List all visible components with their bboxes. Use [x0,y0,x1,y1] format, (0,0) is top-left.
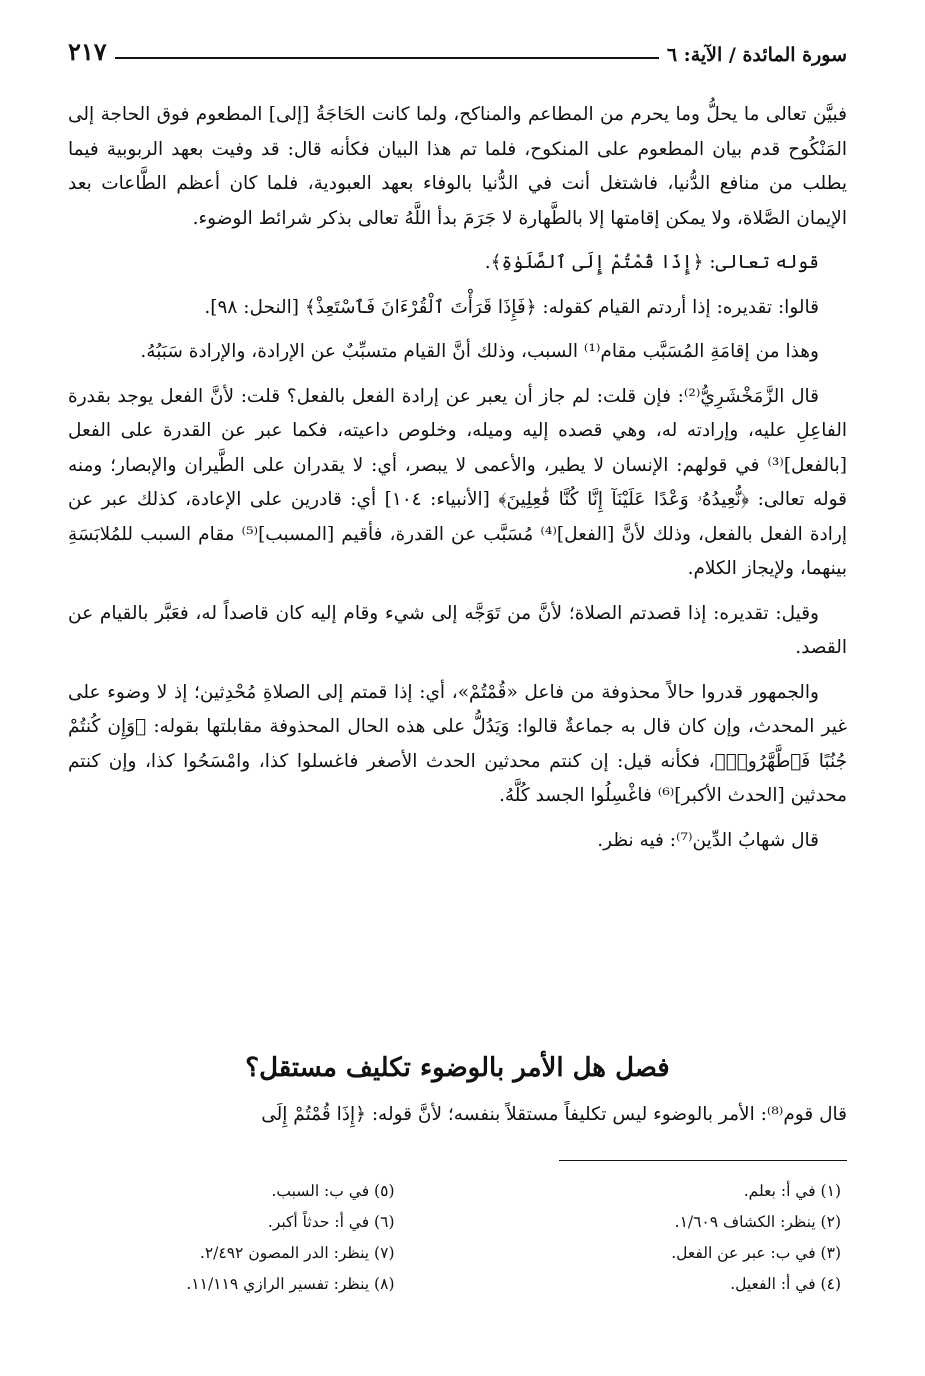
main-text [68,98,847,868]
footnote-separator [559,1160,847,1161]
footnote: (٨) ينظر: تفسير الرازي ١١/١١٩. [186,1275,395,1293]
header-rule [115,57,659,59]
paragraph: والجمهور قدروا حالاً محذوفة من فاعل «قُمْتُمْ»، أي: إذا قمتم إلى الصلاةِ مُحْدِثين؛ إذ لا وضوء على غير المحدث، وإن كان قال به جماعةٌ قالوا: وَيَدُلُّ على هذه الحال المحذوفة مقابلتها بقوله: ﴿وَإِن كُنتُمْ جُنُبًا فَٱطَّهَّرُوا۟﴾، فكأنه قيل: إن كنتم محدثين الحدث الأصغر فاغسلوا كذا، وامْسَحُوا كذا، وإن كنتم محدثين [الحدث الأكبر]⁽⁶⁾ فاغْسِلُوا الجسد كُلَّهُ. [68,681,847,806]
paragraph: فبيَّن تعالى ما يحلُّ وما يحرم من المطاعم والمناكح، ولما كانت الحَاجَةُ [إلى] المطعوم فوق الحاجة إلى المَنْكُوح قدم بيان المطعوم على المنكوح، فلما تم هذا البيان فكأنه قال: قد وفيت بعهد الربوبية فيما يطلب من منافع الدُّنيا، فاشتغل أنت في الدُّنيا بالوفاء بعهد العبودية، فلما كان أعظم الطَّاعات بعد الإيمان الصَّلاة، ولا يمكن إقامتها إلا بالطَّهارة لا جَرَمَ بدأ اللَّهُ تعالى بذكر شرائط الوضوء. [68,104,847,229]
footnotes-column-left [68,1176,515,1300]
paragraph: وقيل: تقديره: إذا قصدتم الصلاة؛ لأنَّ من تَوَجَّه إلى شيء وقام إليه كان قاصداً له، فعَبَّر بالقيام عن القصد. [68,602,847,658]
section-heading: فصل هل الأمر بالوضوء تكليف مستقل؟ [245,1053,670,1083]
paragraph: وهذا من إقامَةِ المُسَبَّب مقام⁽¹⁾ السبب، وذلك أنَّ القيام متسبِّبٌ عن الإرادة، والإرادة سَبَبُهُ. [140,341,819,362]
footnote: (٤) في أ: الفعيل. [730,1275,841,1293]
footnote: (٣) في ب: عبر عن الفعل. [671,1244,841,1262]
section-first-line: قال قوم⁽⁸⁾: الأمر بالوضوء ليس تكليفاً مستقلاً بنفسه؛ لأنَّ قوله: ﴿إِذَا قُمْتُمْ إِلَى [261,1104,847,1125]
footnote: (٧) ينظر: الدر المصون ٢/٤٩٢. [199,1244,395,1262]
paragraph: قوله تعالى: ﴿إِذَا قُمْتُمْ إِلَى ٱلصَّلَوٰةِ﴾. [484,252,819,273]
paragraph: قالوا: تقديره: إذا أردتم القيام كقوله: ﴿فَإِذَا قَرَأْتَ ٱلْقُرْءَانَ فَٱسْتَعِذْ﴾ [النحل: ٩٨]. [204,296,819,318]
chapter-title: سورة المائدة / الآية: ٦ [666,44,847,66]
running-header [68,22,847,66]
page-number: ٢١٧ [68,37,107,66]
footnote: (١) في أ: بعلم. [743,1182,841,1200]
footnote: (٦) في أ: حدثاً أكبر. [267,1213,395,1231]
footnotes [68,1176,847,1300]
paragraph: قال الزَّمَخْشَرِيُّ⁽²⁾: فإن قلت: لم جاز أن يعبر عن إرادة الفعل بالفعل؟ قلت: لأنَّ الفعل يوجد بقدرة الفاعِلِ عليه، وإرادته له، وهي قصده إليه وميله، وخلوص داعيته، فكما عبر عن القدرة على الفعل [بالفعل]⁽³⁾ في قولهم: الإنسان لا يطير، والأعمى لا يبصر، أي: لا يقدران على الطَّيران والإبصار؛ ومنه قوله تعالى: ﴿نُّعِيدُهُۥ وَعْدًا عَلَيْنَآ إِنَّا كُنَّا فَٰعِلِينَ﴾ [الأنبياء: ١٠٤] أي: قادرين على الإعادة، كذلك عبر عن إرادة الفعل بالفعل، وذلك لأنَّ [الفعل]⁽⁴⁾ مُسَبَّب عن القدرة، فأقيم [المسبب]⁽⁵⁾ مقام السبب للمُلابَسَةِ بينهما، ولإيجاز الكلام. [68,385,847,579]
footnotes-column-right [515,1176,848,1300]
footnote: (٥) في ب: السبب. [271,1182,395,1200]
paragraph: قال شهابُ الدِّين⁽⁷⁾: فيه نظر. [597,829,819,851]
footnote: (٢) ينظر: الكشاف ١/٦٠٩. [674,1213,841,1231]
